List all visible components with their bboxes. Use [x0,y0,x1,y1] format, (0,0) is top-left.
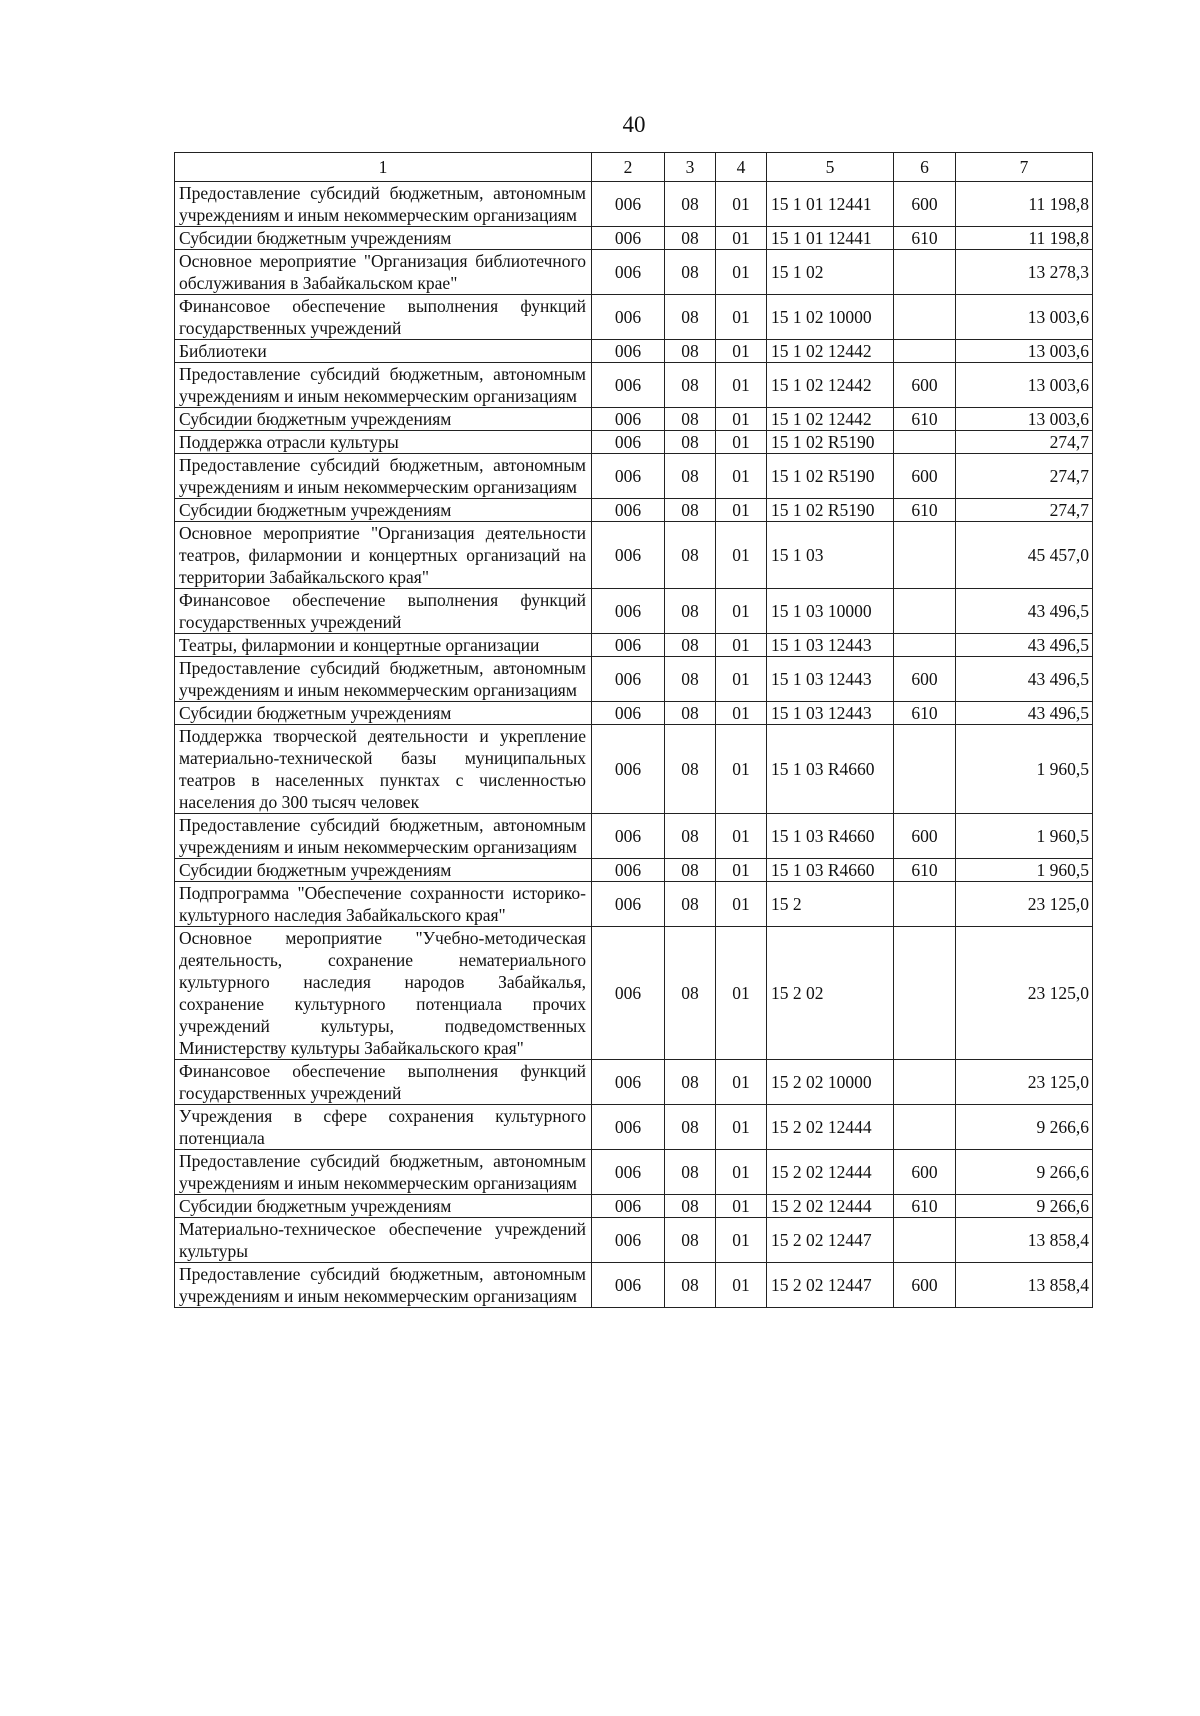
row-ministry-code: 006 [592,454,665,499]
row-amount: 23 125,0 [956,1060,1093,1105]
header-row [175,153,1093,182]
row-name: Субсидии бюджетным учреждениям [175,499,592,522]
row-name: Субсидии бюджетным учреждениям [175,859,592,882]
table-row [175,227,1093,250]
row-amount: 43 496,5 [956,702,1093,725]
table-row [175,522,1093,589]
header-col-3: 3 [665,153,716,182]
table-row [175,702,1093,725]
row-subsection-code: 01 [716,250,767,295]
table-row [175,1105,1093,1150]
row-target-article: 15 1 03 12443 [767,634,894,657]
row-section-code: 08 [665,927,716,1060]
row-target-article: 15 1 01 12441 [767,182,894,227]
row-expense-type: 610 [894,227,956,250]
table-row [175,408,1093,431]
row-amount: 9 266,6 [956,1150,1093,1195]
row-section-code: 08 [665,431,716,454]
row-name: Финансовое обеспечение выполнения функций государственных учреждений [175,589,592,634]
row-name: Предоставление субсидий бюджетным, автономным учреждениям и иным некоммерческим организациям [175,454,592,499]
row-target-article: 15 1 03 10000 [767,589,894,634]
row-section-code: 08 [665,499,716,522]
row-name: Субсидии бюджетным учреждениям [175,1195,592,1218]
row-expense-type: 610 [894,702,956,725]
row-expense-type: 600 [894,657,956,702]
row-subsection-code: 01 [716,522,767,589]
row-section-code: 08 [665,589,716,634]
row-section-code: 08 [665,814,716,859]
row-ministry-code: 006 [592,408,665,431]
row-amount: 43 496,5 [956,589,1093,634]
row-name: Субсидии бюджетным учреждениям [175,702,592,725]
row-subsection-code: 01 [716,408,767,431]
table-row [175,927,1093,1060]
row-section-code: 08 [665,1195,716,1218]
row-subsection-code: 01 [716,589,767,634]
row-amount: 274,7 [956,431,1093,454]
row-name: Основное мероприятие "Организация библиотечного обслуживания в Забайкальском крае" [175,250,592,295]
table-row [175,814,1093,859]
table-row [175,363,1093,408]
row-target-article: 15 1 03 R4660 [767,859,894,882]
row-name: Подпрограмма "Обеспечение сохранности историко-культурного наследия Забайкальского края" [175,882,592,927]
row-subsection-code: 01 [716,859,767,882]
row-amount: 13 003,6 [956,408,1093,431]
table-row [175,250,1093,295]
row-expense-type [894,725,956,814]
row-target-article: 15 2 [767,882,894,927]
row-amount: 11 198,8 [956,227,1093,250]
row-subsection-code: 01 [716,725,767,814]
row-section-code: 08 [665,363,716,408]
row-section-code: 08 [665,454,716,499]
header-col-1: 1 [175,153,592,182]
row-name: Театры, филармонии и концертные организации [175,634,592,657]
row-amount: 13 003,6 [956,363,1093,408]
row-target-article: 15 1 02 R5190 [767,454,894,499]
page-number: 40 [622,112,646,137]
row-ministry-code: 006 [592,363,665,408]
table-row [175,859,1093,882]
row-expense-type: 610 [894,408,956,431]
header-col-7: 7 [956,153,1093,182]
row-amount: 274,7 [956,499,1093,522]
row-subsection-code: 01 [716,1263,767,1308]
row-expense-type [894,522,956,589]
row-target-article: 15 1 03 12443 [767,657,894,702]
row-target-article: 15 1 02 [767,250,894,295]
row-target-article: 15 1 02 12442 [767,340,894,363]
row-target-article: 15 1 02 12442 [767,408,894,431]
row-name: Предоставление субсидий бюджетным, автономным учреждениям и иным некоммерческим организациям [175,1150,592,1195]
row-ministry-code: 006 [592,1060,665,1105]
row-amount: 1 960,5 [956,859,1093,882]
table-body [175,182,1093,1308]
row-name: Поддержка отрасли культуры [175,431,592,454]
row-ministry-code: 006 [592,1195,665,1218]
row-amount: 43 496,5 [956,657,1093,702]
budget-table [174,152,1093,1308]
row-subsection-code: 01 [716,1060,767,1105]
row-expense-type: 600 [894,363,956,408]
row-name: Субсидии бюджетным учреждениям [175,227,592,250]
table-row [175,882,1093,927]
row-section-code: 08 [665,522,716,589]
row-subsection-code: 01 [716,634,767,657]
row-subsection-code: 01 [716,340,767,363]
table-row [175,454,1093,499]
row-section-code: 08 [665,657,716,702]
row-ministry-code: 006 [592,702,665,725]
row-section-code: 08 [665,702,716,725]
row-section-code: 08 [665,250,716,295]
row-name: Материально-техническое обеспечение учреждений культуры [175,1218,592,1263]
row-target-article: 15 2 02 12444 [767,1105,894,1150]
row-expense-type [894,250,956,295]
row-subsection-code: 01 [716,1105,767,1150]
header-col-6: 6 [894,153,956,182]
row-target-article: 15 2 02 12447 [767,1263,894,1308]
row-ministry-code: 006 [592,1105,665,1150]
row-expense-type [894,1060,956,1105]
row-expense-type [894,1105,956,1150]
row-section-code: 08 [665,859,716,882]
row-amount: 45 457,0 [956,522,1093,589]
row-expense-type [894,431,956,454]
row-section-code: 08 [665,295,716,340]
row-expense-type: 610 [894,859,956,882]
row-ministry-code: 006 [592,657,665,702]
row-name: Предоставление субсидий бюджетным, автономным учреждениям и иным некоммерческим организациям [175,814,592,859]
row-subsection-code: 01 [716,814,767,859]
row-section-code: 08 [665,725,716,814]
row-section-code: 08 [665,408,716,431]
row-name: Поддержка творческой деятельности и укрепление материально-технической базы муниципальных театров в населенных пунктах с численностью населения до 300 тысяч человек [175,725,592,814]
header-col-4: 4 [716,153,767,182]
row-section-code: 08 [665,1105,716,1150]
row-ministry-code: 006 [592,340,665,363]
row-ministry-code: 006 [592,250,665,295]
row-target-article: 15 2 02 12444 [767,1150,894,1195]
row-target-article: 15 1 02 R5190 [767,499,894,522]
row-name: Библиотеки [175,340,592,363]
row-amount: 9 266,6 [956,1195,1093,1218]
row-ministry-code: 006 [592,814,665,859]
table-row [175,182,1093,227]
table-row [175,1263,1093,1308]
row-amount: 13 278,3 [956,250,1093,295]
row-target-article: 15 1 01 12441 [767,227,894,250]
row-subsection-code: 01 [716,227,767,250]
row-ministry-code: 006 [592,431,665,454]
table-row [175,340,1093,363]
row-expense-type: 600 [894,454,956,499]
row-expense-type: 600 [894,182,956,227]
row-name: Предоставление субсидий бюджетным, автономным учреждениям и иным некоммерческим организациям [175,1263,592,1308]
row-expense-type [894,295,956,340]
row-section-code: 08 [665,182,716,227]
row-section-code: 08 [665,340,716,363]
row-amount: 274,7 [956,454,1093,499]
row-expense-type [894,589,956,634]
row-ministry-code: 006 [592,589,665,634]
table-row [175,499,1093,522]
row-name: Предоставление субсидий бюджетным, автономным учреждениям и иным некоммерческим организациям [175,363,592,408]
row-target-article: 15 2 02 [767,927,894,1060]
row-expense-type: 610 [894,499,956,522]
row-target-article: 15 2 02 10000 [767,1060,894,1105]
row-subsection-code: 01 [716,295,767,340]
row-ministry-code: 006 [592,1150,665,1195]
row-ministry-code: 006 [592,927,665,1060]
row-amount: 1 960,5 [956,814,1093,859]
row-amount: 43 496,5 [956,634,1093,657]
row-amount: 13 003,6 [956,340,1093,363]
row-ministry-code: 006 [592,634,665,657]
table-row [175,1060,1093,1105]
row-expense-type [894,927,956,1060]
row-ministry-code: 006 [592,725,665,814]
header-col-5: 5 [767,153,894,182]
row-subsection-code: 01 [716,1195,767,1218]
row-amount: 23 125,0 [956,882,1093,927]
row-amount: 13 003,6 [956,295,1093,340]
row-target-article: 15 1 03 R4660 [767,814,894,859]
table-row [175,725,1093,814]
table-row [175,1150,1093,1195]
row-section-code: 08 [665,882,716,927]
row-ministry-code: 006 [592,1218,665,1263]
row-subsection-code: 01 [716,1218,767,1263]
row-name: Финансовое обеспечение выполнения функций государственных учреждений [175,295,592,340]
row-name: Основное мероприятие "Организация деятельности театров, филармонии и концертных организаций на территории Забайкальского края" [175,522,592,589]
row-subsection-code: 01 [716,1150,767,1195]
row-subsection-code: 01 [716,882,767,927]
table-row [175,634,1093,657]
row-target-article: 15 1 03 R4660 [767,725,894,814]
table-row [175,295,1093,340]
row-target-article: 15 1 03 12443 [767,702,894,725]
row-amount: 13 858,4 [956,1263,1093,1308]
row-subsection-code: 01 [716,702,767,725]
row-subsection-code: 01 [716,657,767,702]
table-row [175,431,1093,454]
row-amount: 13 858,4 [956,1218,1093,1263]
row-expense-type: 610 [894,1195,956,1218]
row-section-code: 08 [665,1150,716,1195]
row-target-article: 15 2 02 12444 [767,1195,894,1218]
row-target-article: 15 1 02 R5190 [767,431,894,454]
row-amount: 1 960,5 [956,725,1093,814]
row-target-article: 15 1 02 10000 [767,295,894,340]
row-ministry-code: 006 [592,859,665,882]
row-expense-type: 600 [894,814,956,859]
row-subsection-code: 01 [716,454,767,499]
row-ministry-code: 006 [592,1263,665,1308]
row-ministry-code: 006 [592,295,665,340]
row-expense-type [894,340,956,363]
row-subsection-code: 01 [716,431,767,454]
row-name: Учреждения в сфере сохранения культурного потенциала [175,1105,592,1150]
row-name: Основное мероприятие "Учебно-методическая деятельность, сохранение нематериального культурного наследия народов Забайкалья, сохранение культурного потенциала прочих учреждений культуры, подведомственных Министерству культуры Забайкальского края" [175,927,592,1060]
row-expense-type [894,882,956,927]
table-row [175,589,1093,634]
row-name: Предоставление субсидий бюджетным, автономным учреждениям и иным некоммерческим организациям [175,182,592,227]
row-name: Субсидии бюджетным учреждениям [175,408,592,431]
row-ministry-code: 006 [592,182,665,227]
row-target-article: 15 2 02 12447 [767,1218,894,1263]
row-ministry-code: 006 [592,227,665,250]
table-header [175,153,1093,182]
row-ministry-code: 006 [592,499,665,522]
table-row [175,1195,1093,1218]
row-subsection-code: 01 [716,363,767,408]
row-amount: 9 266,6 [956,1105,1093,1150]
row-name: Предоставление субсидий бюджетным, автономным учреждениям и иным некоммерческим организациям [175,657,592,702]
row-section-code: 08 [665,1060,716,1105]
row-section-code: 08 [665,634,716,657]
table-row [175,657,1093,702]
row-subsection-code: 01 [716,182,767,227]
header-col-2: 2 [592,153,665,182]
row-expense-type: 600 [894,1150,956,1195]
row-expense-type [894,1218,956,1263]
row-subsection-code: 01 [716,499,767,522]
row-section-code: 08 [665,1218,716,1263]
row-subsection-code: 01 [716,927,767,1060]
row-amount: 11 198,8 [956,182,1093,227]
row-ministry-code: 006 [592,882,665,927]
row-name: Финансовое обеспечение выполнения функций государственных учреждений [175,1060,592,1105]
row-target-article: 15 1 03 [767,522,894,589]
row-amount: 23 125,0 [956,927,1093,1060]
table-row [175,1218,1093,1263]
row-section-code: 08 [665,1263,716,1308]
row-target-article: 15 1 02 12442 [767,363,894,408]
row-expense-type [894,634,956,657]
row-expense-type: 600 [894,1263,956,1308]
row-section-code: 08 [665,227,716,250]
row-ministry-code: 006 [592,522,665,589]
